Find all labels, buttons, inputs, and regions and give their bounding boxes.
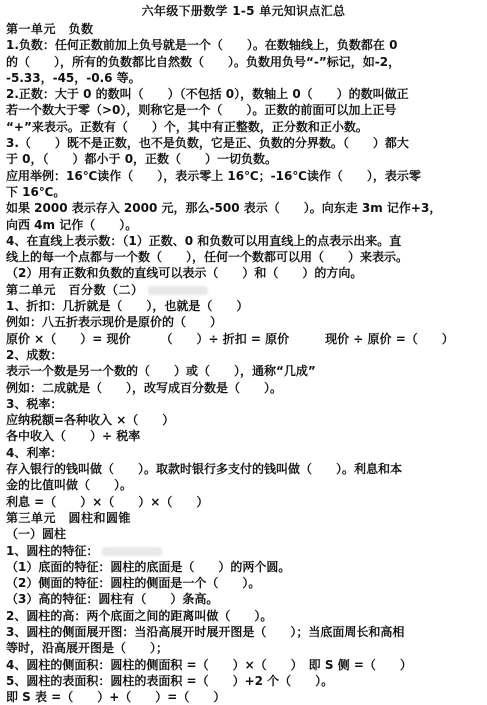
text-line: 2.正数：大于 0 的数叫（ ）（不包括 0），数轴上 0（ ）的数叫做正 bbox=[6, 87, 409, 102]
text-line: 下 16℃。 bbox=[6, 184, 66, 199]
text-line: 向西 4m 记作（ ）。 bbox=[6, 217, 138, 232]
text-line: （2）用有正数和负数的直线可以表示（ ）和（ ）的方向。 bbox=[6, 266, 363, 281]
section-heading-text: 第二单元 百分数（二） bbox=[6, 282, 144, 297]
text-line: 4、圆柱的侧面积：圆柱的侧面积 =（ ）×（ ） 即 S 侧 =（ ） bbox=[6, 657, 412, 672]
text-line: （3）高的特征：圆柱有（ ）条高。 bbox=[6, 592, 219, 607]
text-line: “+”来表示。正数有（ ）个，其中有正整数，正分数和正小数。 bbox=[6, 119, 368, 134]
text-line: 即 S 表 =（ ）+（ ）=（ ） bbox=[6, 690, 226, 705]
section-heading-unit-2 bbox=[6, 282, 481, 298]
text-line: 于 0，（ ）都小于 0，正数（ ）一切负数。 bbox=[6, 152, 278, 167]
text-line: 3.（ ）既不是正数，也不是负数，它是正、负数的分界数。（ ）都大 bbox=[6, 136, 409, 151]
text-line-content: 1、圆柱的特征： bbox=[6, 543, 99, 558]
subsection-heading: （一）圆柱 bbox=[6, 527, 67, 542]
blurred-text-smudge bbox=[148, 286, 208, 295]
text-line: 若一个数大于零（>0），则称它是一个（ ）。正数的前面可以加上正号 bbox=[6, 103, 397, 118]
text-line: 原价 ×（ ）= 现价 （ ）÷ 折扣 = 原价 现价 ÷ 原价 =（ ） bbox=[6, 331, 454, 346]
section-heading-unit-1: 第一单元 负数 bbox=[6, 22, 94, 36]
text-line: 2、圆柱的高：两个底面之间的距离叫做（ ）。 bbox=[6, 608, 273, 623]
text-line: 存入银行的钱叫做（ ）。取款时银行多支付的钱叫做（ ）。利息和本 bbox=[6, 462, 403, 477]
text-line: 例如：八五折表示现价是原价的（ ） bbox=[6, 315, 223, 330]
text-line: （1）底面的特征：圆柱的底面是（ ）的两个圆。 bbox=[6, 559, 291, 574]
text-line: 各中收入（ ）÷ 税率 bbox=[6, 429, 141, 444]
text-line bbox=[6, 543, 481, 559]
text-line: （2）侧面的特征：圆柱的侧面是一个（ ）。 bbox=[6, 576, 261, 591]
text-line: 例如：二成就是（ ），改写成百分数是（ ）。 bbox=[6, 380, 283, 395]
text-line: 如果 2000 表示存入 2000 元，那么-500 表示（ ）。向东走 3m 记作+3， bbox=[6, 201, 442, 216]
text-line: 应纳税额=各种收入 ×（ ） bbox=[6, 413, 175, 428]
text-line: 4、利率： bbox=[6, 445, 63, 460]
text-line: -5.33，-45，-0.6 等。 bbox=[6, 70, 141, 85]
text-line: 4、在直线上表示数：（1）正数、0 和负数可以用直线上的点表示出来。直 bbox=[6, 233, 402, 248]
text-line: 表示一个数是另一个数的（ ）或（ ），通称“几成” bbox=[6, 364, 316, 379]
text-line: 利息 =（ ）×（ ）×（ ） bbox=[6, 494, 209, 509]
text-line: 金的比值叫做（ ）。 bbox=[6, 478, 133, 493]
text-line: 2、成数： bbox=[6, 347, 63, 362]
document-title: 六年级下册数学 1-5 单元知识点汇总 bbox=[141, 4, 346, 18]
text-line: 应用举例：16℃读作（ ），表示零上 16℃；-16℃读作（ ），表示零 bbox=[6, 168, 421, 183]
blurred-text-smudge bbox=[102, 547, 162, 556]
text-line: 等时，沿高展开图是（ ）； bbox=[6, 641, 169, 656]
text-line: 3、圆柱的侧面展开图：当沿高展开时展开图是（ ）；当底面周长和高相 bbox=[6, 624, 405, 639]
text-line: 5、圆柱的表面积：圆柱的表面积 =（ ）+2 个（ ）。 bbox=[6, 673, 334, 688]
text-line: 线上的每一个点都与一个数（ ），任何一个数都可以用（ ）来表示。 bbox=[6, 250, 409, 265]
text-line: 1、折扣：几折就是（ ），也就是（ ） bbox=[6, 299, 249, 314]
text-line: 1.负数：任何正数前加上负号就是一个（ ）。在数轴线上，负数都在 0 bbox=[6, 38, 398, 53]
text-line: 3、税率： bbox=[6, 396, 63, 411]
text-line: 的（ ），所有的负数都比自然数（ ）。负数用负号“-”标记，如-2， bbox=[6, 54, 401, 69]
section-heading-unit-3: 第三单元 圆柱和圆锥 bbox=[6, 510, 132, 525]
